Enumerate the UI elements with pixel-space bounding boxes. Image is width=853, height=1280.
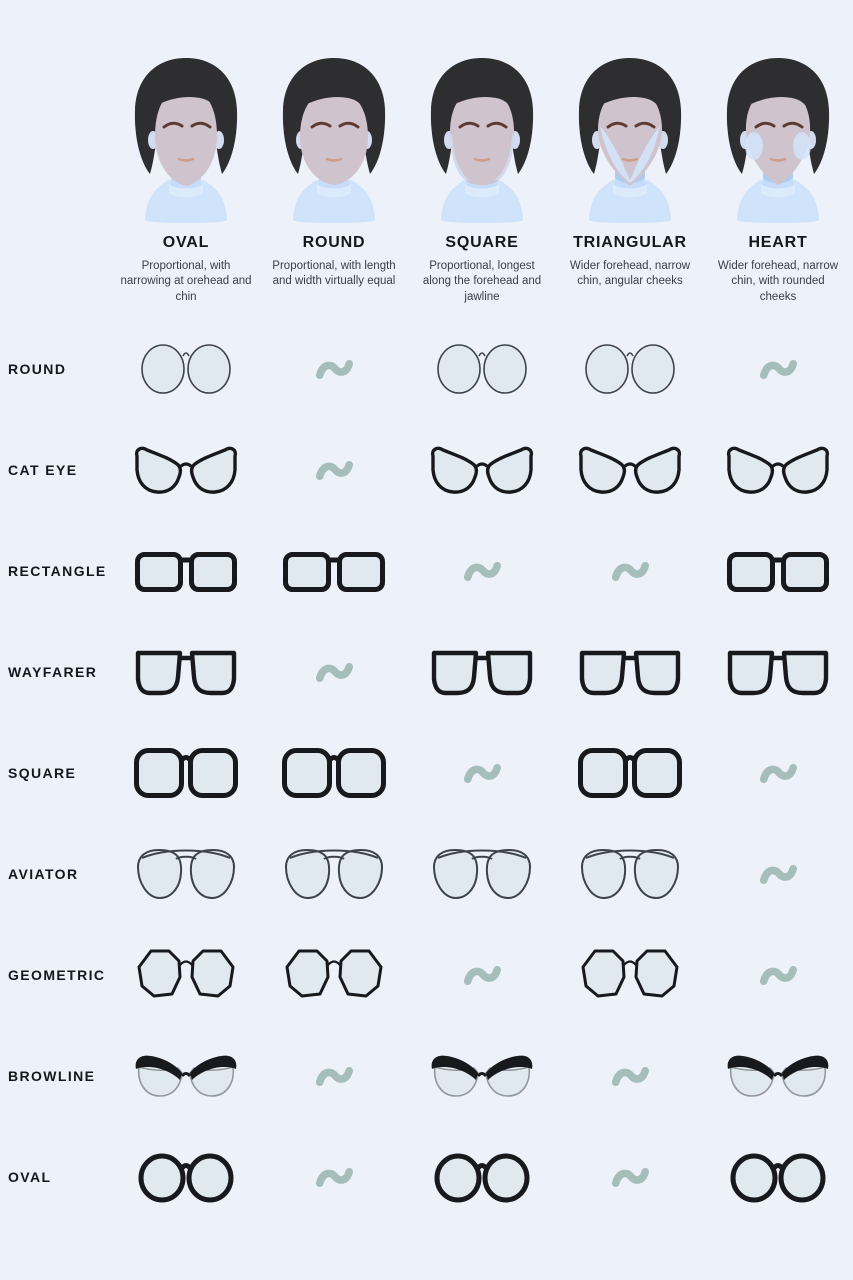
matrix-row-browline bbox=[0, 1026, 853, 1127]
matrix-row-cat-eye bbox=[0, 420, 853, 521]
browline-glasses-icon bbox=[112, 1052, 260, 1100]
cat-eye-glasses-icon bbox=[704, 444, 852, 496]
rectangle-glasses-icon bbox=[260, 548, 408, 594]
tilde-icon bbox=[408, 760, 556, 787]
round-face-illustration bbox=[260, 52, 408, 232]
rectangle-glasses-icon bbox=[704, 548, 852, 594]
row-label-round: ROUND bbox=[8, 361, 67, 378]
aviator-glasses-icon bbox=[408, 846, 556, 902]
aviator-glasses-icon bbox=[112, 846, 260, 902]
wayfarer-glasses-icon bbox=[704, 647, 852, 697]
oval-glasses-icon bbox=[408, 1151, 556, 1203]
face-description-oval: Proportional, with narrowing at orehead and chin bbox=[120, 260, 252, 303]
tilde-icon bbox=[260, 659, 408, 686]
tilde-icon bbox=[408, 558, 556, 585]
tilde-icon bbox=[704, 760, 852, 787]
oval-glasses-icon bbox=[704, 1151, 852, 1203]
geometric-glasses-icon bbox=[260, 946, 408, 1004]
face-label-square: SQUARE bbox=[445, 234, 519, 251]
cat-eye-glasses-icon bbox=[556, 444, 704, 496]
matrix-row-square bbox=[0, 723, 853, 824]
matrix-row-geometric bbox=[0, 925, 853, 1026]
square-glasses-icon bbox=[556, 746, 704, 800]
tilde-icon bbox=[556, 1063, 704, 1090]
face-label-oval: OVAL bbox=[162, 234, 210, 251]
rectangle-glasses-icon bbox=[112, 548, 260, 594]
face-column-round bbox=[260, 52, 408, 305]
row-label-wayfarer: WAYFARER bbox=[8, 664, 98, 681]
tilde-icon bbox=[704, 356, 852, 383]
oval-glasses-icon bbox=[112, 1151, 260, 1203]
tilde-icon bbox=[260, 356, 408, 383]
face-description-heart: Wider forehead, narrow chin, with rounded cheeks bbox=[717, 260, 839, 303]
browline-glasses-icon bbox=[704, 1052, 852, 1100]
tilde-icon bbox=[556, 558, 704, 585]
face-description-triangular: Wider forehead, narrow chin, angular cheeks bbox=[569, 260, 691, 288]
face-label-heart: HEART bbox=[748, 234, 808, 251]
tilde-icon bbox=[704, 962, 852, 989]
matrix-row-round bbox=[0, 319, 853, 420]
face-column-heart bbox=[704, 52, 852, 305]
cat-eye-glasses-icon bbox=[408, 444, 556, 496]
row-label-square: SQUARE bbox=[8, 765, 77, 782]
row-label-browline: BROWLINE bbox=[8, 1068, 96, 1085]
matrix-row-rectangle bbox=[0, 521, 853, 622]
round-glasses-icon bbox=[556, 341, 704, 397]
row-label-cat-eye: CAT EYE bbox=[8, 462, 78, 479]
square-glasses-icon bbox=[112, 746, 260, 800]
triangular-face-illustration bbox=[556, 52, 704, 232]
square-glasses-icon bbox=[260, 746, 408, 800]
face-shapes-header bbox=[112, 0, 853, 305]
tilde-icon bbox=[260, 1164, 408, 1191]
face-column-square bbox=[408, 52, 556, 305]
tilde-icon bbox=[704, 861, 852, 888]
row-label-aviator: AVIATOR bbox=[8, 866, 79, 883]
tilde-icon bbox=[260, 1063, 408, 1090]
wayfarer-glasses-icon bbox=[408, 647, 556, 697]
matrix-row-aviator bbox=[0, 824, 853, 925]
face-description-round: Proportional, with length and width virtually equal bbox=[272, 260, 396, 288]
geometric-glasses-icon bbox=[112, 946, 260, 1004]
face-description-square: Proportional, longest along the forehead and jawline bbox=[422, 260, 542, 303]
round-glasses-icon bbox=[408, 341, 556, 397]
oval-face-illustration bbox=[112, 52, 260, 232]
face-label-round: ROUND bbox=[302, 234, 366, 251]
square-face-illustration bbox=[408, 52, 556, 232]
wayfarer-glasses-icon bbox=[556, 647, 704, 697]
wayfarer-glasses-icon bbox=[112, 647, 260, 697]
row-label-oval: OVAL bbox=[8, 1169, 52, 1186]
row-label-rectangle: RECTANGLE bbox=[8, 563, 107, 580]
matrix-row-wayfarer bbox=[0, 622, 853, 723]
matrix-row-oval bbox=[0, 1127, 853, 1228]
geometric-glasses-icon bbox=[556, 946, 704, 1004]
aviator-glasses-icon bbox=[556, 846, 704, 902]
compatibility-matrix bbox=[0, 319, 853, 1228]
browline-glasses-icon bbox=[408, 1052, 556, 1100]
tilde-icon bbox=[408, 962, 556, 989]
tilde-icon bbox=[556, 1164, 704, 1191]
tilde-icon bbox=[260, 457, 408, 484]
face-column-triangular bbox=[556, 52, 704, 305]
cat-eye-glasses-icon bbox=[112, 444, 260, 496]
round-glasses-icon bbox=[112, 341, 260, 397]
heart-face-illustration bbox=[704, 52, 852, 232]
aviator-glasses-icon bbox=[260, 846, 408, 902]
row-label-geometric: GEOMETRIC bbox=[8, 967, 106, 984]
face-column-oval bbox=[112, 52, 260, 305]
face-label-triangular: TRIANGULAR bbox=[573, 234, 687, 251]
